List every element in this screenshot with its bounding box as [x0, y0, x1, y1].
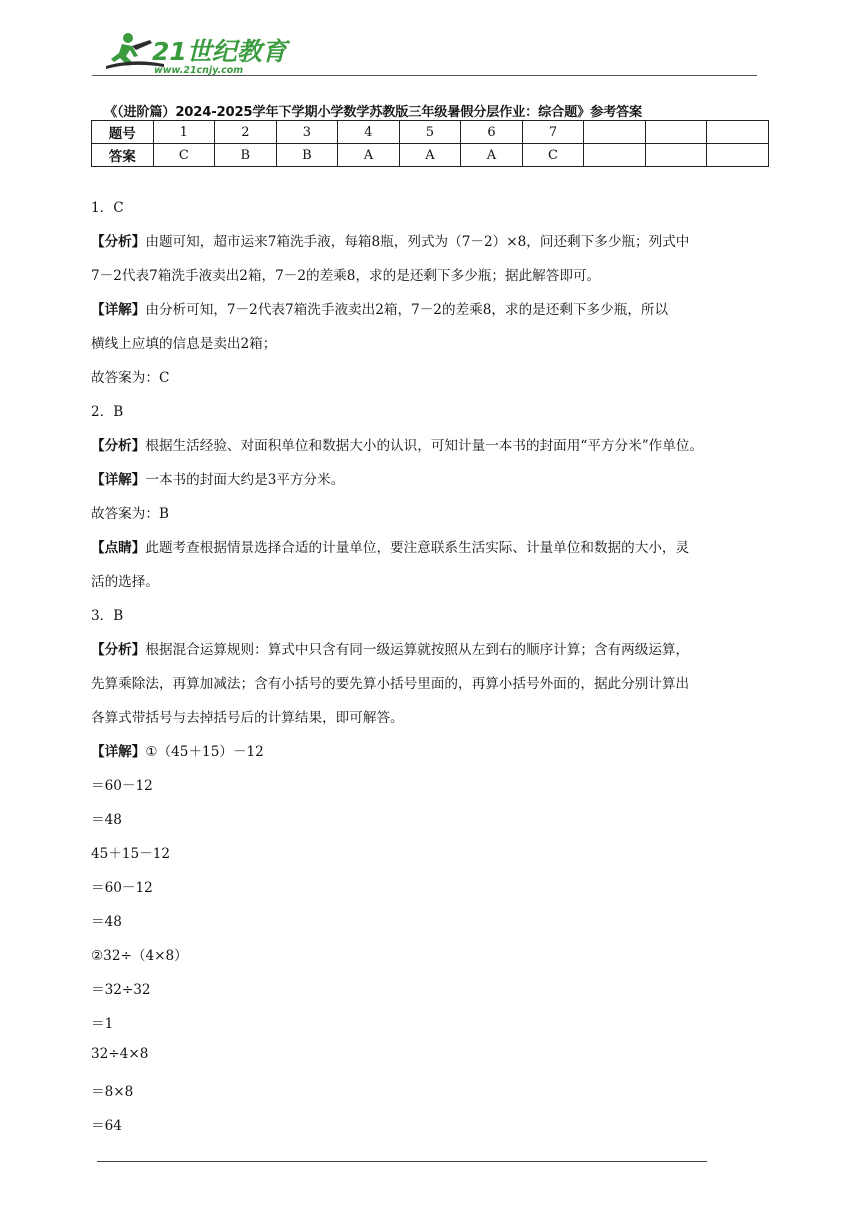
line-text: 根据生活经验、对面积单位和数据大小的认识，可知计量一本书的封面用“平方分米”作单位。 — [145, 438, 704, 454]
table-cell: B — [215, 144, 277, 167]
table-cell: C — [153, 144, 215, 167]
header-rule — [92, 75, 757, 76]
text-line — [91, 570, 159, 590]
line-text: 7－2代表7箱洗手液卖出2箱，7－2的差乘8，求的是还剩下多少瓶；据此解答即可。 — [91, 268, 601, 284]
line-text: ①（45＋15）－12 — [145, 744, 264, 760]
text-line — [91, 808, 122, 828]
line-text: ＝8×8 — [91, 1084, 134, 1100]
table-cell: 5 — [399, 121, 461, 144]
text-line — [91, 1046, 148, 1062]
text-line — [91, 400, 123, 420]
section-tag: 【点睛】 — [91, 540, 146, 556]
text-line — [91, 978, 151, 998]
text-line — [91, 196, 124, 216]
section-tag: 【详解】 — [91, 744, 146, 760]
table-cell: A — [338, 144, 400, 167]
line-text: 根据混合运算规则：算式中只含有同一级运算就按照从左到右的顺序计算；含有两级运算， — [145, 642, 690, 658]
text-line — [91, 1012, 113, 1032]
line-text: 横线上应填的信息是卖出2箱； — [91, 336, 277, 352]
text-line — [91, 1080, 133, 1100]
section-tag: 【详解】 — [91, 472, 146, 488]
line-text: 活的选择。 — [91, 574, 159, 590]
footer-rule — [97, 1161, 707, 1162]
table-cell: 3 — [276, 121, 338, 144]
text-line — [91, 434, 703, 454]
text-line — [91, 876, 153, 896]
text-line — [91, 944, 188, 964]
line-text: ＝60－12 — [91, 880, 153, 896]
table-cell: B — [276, 144, 338, 167]
table-cell: C — [522, 144, 584, 167]
line-text: 先算乘除法，再算加减法；含有小括号的要先算小括号里面的，再算小括号外面的，据此分别计算出 — [91, 676, 690, 692]
table-cell: A — [399, 144, 461, 167]
line-text: 3．B — [91, 608, 124, 624]
answer-table — [91, 120, 769, 167]
line-text: 由题可知，超市运来7箱洗手液，每箱8瓶，列式为（7－2）×8，问还剩下多少瓶；列式中 — [145, 234, 690, 250]
line-text: 由分析可知，7－2代表7箱洗手液卖出2箱，7－2的差乘8，求的是还剩下多少瓶，所以 — [145, 302, 669, 318]
logo-21cnjy — [92, 26, 342, 76]
table-cell — [707, 144, 769, 167]
line-text: 一本书的封面大约是3平方分米。 — [145, 472, 345, 488]
text-line — [91, 468, 344, 488]
table-cell: 2 — [215, 121, 277, 144]
line-text: ＝1 — [91, 1016, 114, 1032]
text-line — [91, 910, 122, 930]
text-line — [91, 502, 169, 522]
table-row-numbers — [92, 121, 769, 144]
line-text: 45＋15－12 — [91, 846, 171, 862]
text-line — [91, 230, 689, 250]
table-cell — [584, 144, 646, 167]
page-title: 《（进阶篇）2024-2025学年下学期小学数学苏教版三年级暑假分层作业：综合题》参考答案 — [104, 105, 643, 120]
logo-text: 21世纪教育 — [152, 37, 287, 66]
line-text: ＝32÷32 — [91, 982, 151, 998]
section-tag: 【分析】 — [91, 438, 146, 454]
line-text: 32÷4×8 — [91, 1046, 149, 1062]
section-tag: 【详解】 — [91, 302, 146, 318]
table-cell — [645, 121, 707, 144]
line-text: ＝48 — [91, 812, 122, 828]
text-line — [91, 298, 668, 318]
text-line — [91, 604, 123, 624]
line-text: ②32÷（4×8） — [91, 948, 188, 964]
table-cell: A — [461, 144, 523, 167]
section-tag: 【分析】 — [91, 642, 146, 658]
line-text: 各算式带括号与去掉括号后的计算结果，即可解答。 — [91, 710, 404, 726]
text-line — [91, 366, 169, 386]
line-text: ＝64 — [91, 1118, 122, 1134]
text-line — [91, 536, 689, 556]
line-text: 1．C — [91, 200, 124, 216]
table-cell: 1 — [153, 121, 215, 144]
table-row-answers — [92, 144, 769, 167]
table-cell: 6 — [461, 121, 523, 144]
text-line — [91, 1114, 122, 1134]
table-cell: 7 — [522, 121, 584, 144]
text-line — [91, 842, 170, 862]
page-header — [92, 26, 757, 80]
logo-url: www.21cnjy.com — [154, 65, 244, 76]
section-tag: 【分析】 — [91, 234, 146, 250]
table-cell — [584, 121, 646, 144]
line-text: ＝48 — [91, 914, 122, 930]
table-row-label: 答案 — [92, 144, 154, 167]
text-line — [91, 672, 689, 692]
line-text: 故答案为：C — [91, 370, 170, 386]
line-text: 2．B — [91, 404, 124, 420]
text-line — [91, 264, 600, 284]
table-cell — [645, 144, 707, 167]
text-line — [91, 774, 153, 794]
table-cell: 4 — [338, 121, 400, 144]
table-cell — [707, 121, 769, 144]
text-line — [91, 706, 404, 726]
table-row-label: 题号 — [92, 121, 154, 144]
text-line — [91, 332, 276, 352]
line-text: 此题考查根据情景选择合适的计量单位，要注意联系生活实际、计量单位和数据的大小，灵 — [145, 540, 690, 556]
text-line — [91, 638, 689, 658]
line-text: ＝60－12 — [91, 778, 153, 794]
text-line — [91, 740, 264, 760]
line-text: 故答案为：B — [91, 506, 169, 522]
